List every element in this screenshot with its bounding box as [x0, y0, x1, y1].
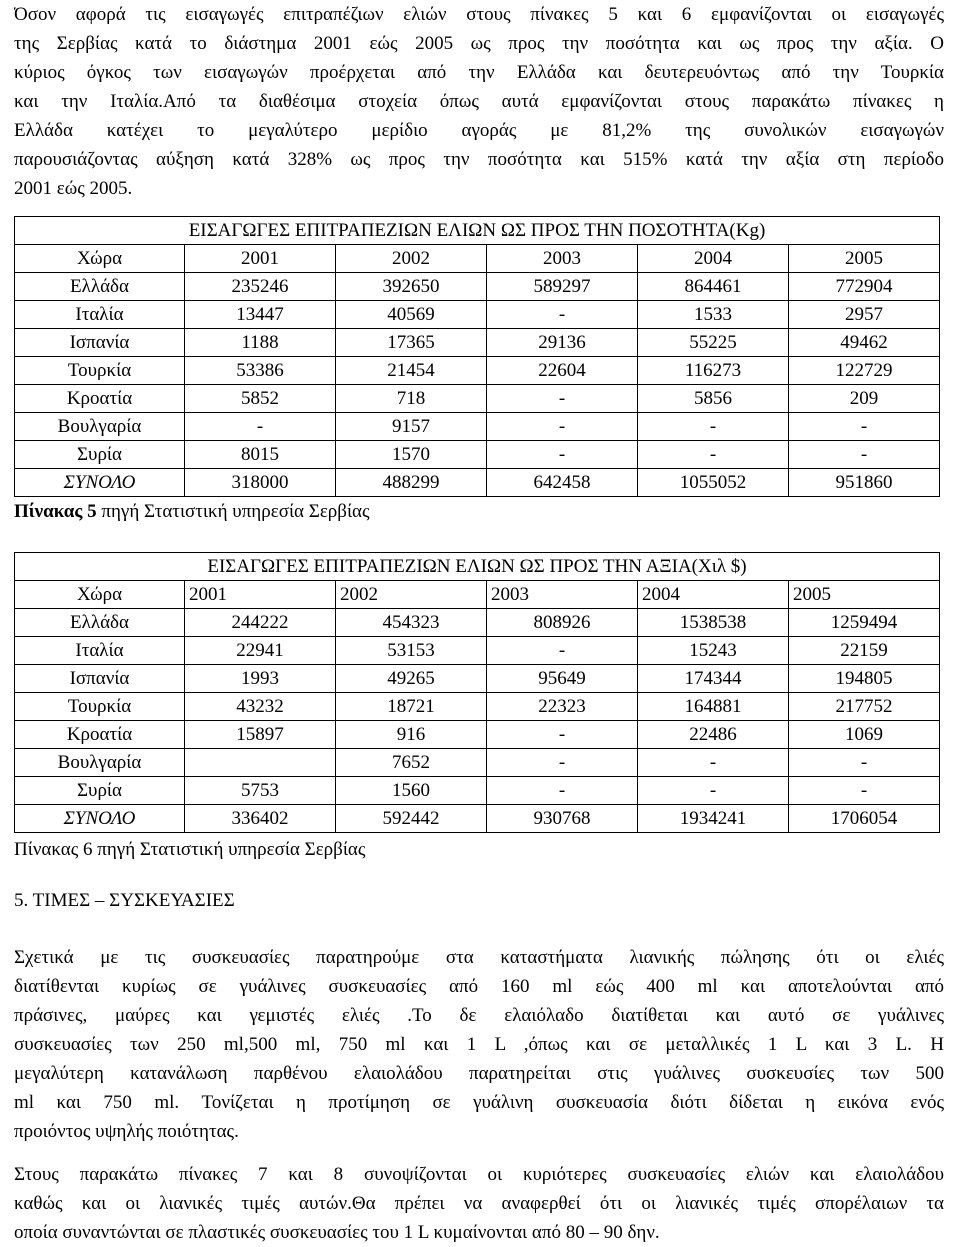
value-cell: 95649 [487, 665, 638, 693]
value-cell: 7652 [336, 749, 487, 777]
intro-line: Όσον αφορά τις εισαγωγές επιτραπέζιων ελιών στους πίνακες 5 και 6 εμφανίζονται οι εισαγωγές [14, 4, 944, 25]
total-cell: 1934241 [638, 805, 789, 833]
value-cell: - [789, 749, 940, 777]
value-cell: 1188 [185, 329, 336, 357]
table-row [15, 329, 940, 357]
value-cell: 22941 [185, 637, 336, 665]
value-cell: 1560 [336, 777, 487, 805]
header-cell: 2002 [336, 245, 487, 273]
para-line: μεγαλύτερη κατανάλωση παρθένου ελαιολάδου παρατηρείται στις γυάλινες συσκευσίες των 500 [14, 1063, 944, 1084]
table-row [15, 609, 940, 637]
value-cell: - [487, 777, 638, 805]
table-import-quantity [14, 216, 940, 497]
value-cell: - [487, 441, 638, 469]
total-label: ΣΥΝΟΛΟ [15, 805, 185, 833]
table-import-value [14, 552, 940, 833]
para-line: Στους παρακάτω πίνακες 7 και 8 συνοψίζονται οι κυριότερες συσκευασίες ελιών και ελαιολάδου [14, 1164, 944, 1185]
table-row [15, 749, 940, 777]
intro-line: κύριος όγκος των εισαγωγών προέρχεται από την Ελλάδα και δευτερευόντως από την Τουρκία [14, 62, 944, 83]
value-cell: 217752 [789, 693, 940, 721]
section-number: 5. [14, 890, 33, 911]
intro-line: της Σερβίας κατά το διάστημα 2001 εώς 2005 ως προς την ποσότητα και ως προς την αξία. Ο [14, 33, 944, 54]
header-cell: 2005 [789, 245, 940, 273]
value-cell: 122729 [789, 357, 940, 385]
value-cell: 43232 [185, 693, 336, 721]
table-row [15, 637, 940, 665]
para-line: διατίθενται κυρίως σε γυάλινες συσκευασίες από 160 ml εώς 400 ml και αποτελούνται από [14, 976, 944, 997]
prices-paragraph [14, 1160, 944, 1247]
para-line: καθώς και οι λιανικές τιμές αυτών.Θα πρέπει να αναφερθεί ότι οι λιανικές τιμές σπορέλαιων τα [14, 1193, 944, 1214]
country-cell: Κροατία [15, 721, 185, 749]
value-cell: 29136 [487, 329, 638, 357]
para-line: ml και 750 ml. Τονίζεται η προτίμηση σε γυάλινη συσκευασία διότι δίδεται η εικόνα ενός [14, 1092, 944, 1113]
header-cell: 2004 [638, 245, 789, 273]
value-cell: 772904 [789, 273, 940, 301]
table-title: ΕΙΣΑΓΩΓΕΣ ΕΠΙΤΡΑΠΕΖΙΩΝ ΕΛΙΩΝ ΩΣ ΠΡΟΣ ΤΗΝ ΠΟΣΟΤΗΤΑ(Kg) [15, 217, 940, 245]
table-title-row [15, 217, 940, 245]
value-cell: 5753 [185, 777, 336, 805]
value-cell: - [789, 441, 940, 469]
table-row [15, 693, 940, 721]
country-cell: Κροατία [15, 385, 185, 413]
header-cell: 2002 [336, 581, 487, 609]
value-cell: 1533 [638, 301, 789, 329]
header-cell: 2005 [789, 581, 940, 609]
value-cell: 49462 [789, 329, 940, 357]
table5-caption [14, 498, 370, 526]
value-cell: 1069 [789, 721, 940, 749]
table-total-row [15, 805, 940, 833]
value-cell: 49265 [336, 665, 487, 693]
packaging-paragraph [14, 943, 944, 1146]
table-title-row [15, 553, 940, 581]
value-cell: 53386 [185, 357, 336, 385]
table-title: ΕΙΣΑΓΩΓΕΣ ΕΠΙΤΡΑΠΕΖΙΩΝ ΕΛΙΩΝ ΩΣ ΠΡΟΣ ΤΗΝ ΑΞΙΑ(Χιλ $) [15, 553, 940, 581]
value-cell: 22486 [638, 721, 789, 749]
header-cell: 2003 [487, 245, 638, 273]
country-cell: Βουλγαρία [15, 413, 185, 441]
value-cell: 1570 [336, 441, 487, 469]
table-row [15, 777, 940, 805]
value-cell: - [185, 413, 336, 441]
value-cell: 55225 [638, 329, 789, 357]
value-cell: 454323 [336, 609, 487, 637]
value-cell: 17365 [336, 329, 487, 357]
para-line: Σχετικά με τις συσκευασίες παρατηρούμε στα καταστήματα λιανικής πώλησης ότι οι ελιές [14, 947, 944, 968]
value-cell: 1538538 [638, 609, 789, 637]
country-cell: Συρία [15, 441, 185, 469]
value-cell: - [638, 749, 789, 777]
country-cell: Ελλάδα [15, 609, 185, 637]
value-cell: - [487, 721, 638, 749]
para-line: προιόντος υψηλής ποιότητας. [14, 1121, 239, 1142]
value-cell: 2957 [789, 301, 940, 329]
country-cell: Ιταλία [15, 301, 185, 329]
country-cell: Ισπανία [15, 665, 185, 693]
value-cell: - [487, 413, 638, 441]
intro-line: Ελλάδα κατέχει το μεγαλύτερο μερίδιο αγοράς με 81,2% της συνολικών εισαγωγών [14, 120, 944, 141]
value-cell: 22323 [487, 693, 638, 721]
caption-bold: Πίνακας 5 [14, 501, 97, 522]
value-cell: 164881 [638, 693, 789, 721]
value-cell: 40569 [336, 301, 487, 329]
value-cell [185, 749, 336, 777]
header-cell: 2001 [185, 581, 336, 609]
table-row [15, 273, 940, 301]
intro-line: παρουσιάζοντας αύξηση κατά 328% ως προς την ποσότητα και 515% κατά την αξία στη περίοδο [14, 149, 944, 170]
value-cell: 589297 [487, 273, 638, 301]
para-line: συσκευασίες των 250 ml,500 ml, 750 ml και 1 L ,όπως και σε μεταλλικές 1 L και 3 L. Η [14, 1034, 944, 1055]
table-total-row [15, 469, 940, 497]
value-cell: - [638, 441, 789, 469]
value-cell: - [638, 413, 789, 441]
total-cell: 488299 [336, 469, 487, 497]
header-cell: Χώρα [15, 245, 185, 273]
para-line: πράσινες, μαύρες και γεμιστές ελιές .Το δε ελαιόλαδο διατίθεται και αυτό σε γυάλινες [14, 1005, 944, 1026]
total-cell: 592442 [336, 805, 487, 833]
value-cell: - [789, 777, 940, 805]
value-cell: 392650 [336, 273, 487, 301]
country-cell: Ιταλία [15, 637, 185, 665]
header-cell: 2001 [185, 245, 336, 273]
header-cell: 2004 [638, 581, 789, 609]
total-cell: 930768 [487, 805, 638, 833]
total-label: ΣΥΝΟΛΟ [15, 469, 185, 497]
total-cell: 318000 [185, 469, 336, 497]
table-header-row [15, 581, 940, 609]
table-row [15, 721, 940, 749]
value-cell: 1993 [185, 665, 336, 693]
total-cell: 951860 [789, 469, 940, 497]
table-row [15, 413, 940, 441]
table-row [15, 385, 940, 413]
value-cell: - [638, 777, 789, 805]
value-cell: 244222 [185, 609, 336, 637]
section-heading [14, 886, 235, 915]
intro-paragraph [14, 0, 944, 203]
value-cell: 808926 [487, 609, 638, 637]
value-cell: - [487, 301, 638, 329]
table6-caption: Πίνακας 6 πηγή Στατιστική υπηρεσία Σερβίας [14, 839, 366, 860]
value-cell: - [487, 385, 638, 413]
header-cell: 2003 [487, 581, 638, 609]
country-cell: Τουρκία [15, 357, 185, 385]
value-cell: 209 [789, 385, 940, 413]
value-cell: 5856 [638, 385, 789, 413]
table-row [15, 665, 940, 693]
country-cell: Τουρκία [15, 693, 185, 721]
value-cell: 864461 [638, 273, 789, 301]
value-cell: 22604 [487, 357, 638, 385]
value-cell: 235246 [185, 273, 336, 301]
value-cell: - [789, 413, 940, 441]
table-header-row [15, 245, 940, 273]
value-cell: 15243 [638, 637, 789, 665]
value-cell: 8015 [185, 441, 336, 469]
value-cell: 916 [336, 721, 487, 749]
total-cell: 642458 [487, 469, 638, 497]
value-cell: 13447 [185, 301, 336, 329]
value-cell: 174344 [638, 665, 789, 693]
value-cell: 15897 [185, 721, 336, 749]
country-cell: Συρία [15, 777, 185, 805]
value-cell: 5852 [185, 385, 336, 413]
value-cell: 53153 [336, 637, 487, 665]
table-row [15, 357, 940, 385]
value-cell: 18721 [336, 693, 487, 721]
total-cell: 336402 [185, 805, 336, 833]
caption-rest: πηγή Στατιστική υπηρεσία Σερβίας [96, 501, 370, 522]
table-row [15, 441, 940, 469]
total-cell: 1055052 [638, 469, 789, 497]
country-cell: Ελλάδα [15, 273, 185, 301]
table-body [15, 273, 940, 469]
country-cell: Βουλγαρία [15, 749, 185, 777]
value-cell: 9157 [336, 413, 487, 441]
value-cell: 194805 [789, 665, 940, 693]
value-cell: 116273 [638, 357, 789, 385]
value-cell: - [487, 637, 638, 665]
section-title: ΤΙΜΕΣ – ΣΥΣΚΕΥΑΣΙΕΣ [32, 890, 235, 911]
intro-line: και την Ιταλία.Από τα διαθέσιμα στοχεία όπως αυτά εμφανίζονται στους παρακάτω πίνακες η [14, 91, 944, 112]
total-cell: 1706054 [789, 805, 940, 833]
value-cell: 22159 [789, 637, 940, 665]
value-cell: 718 [336, 385, 487, 413]
country-cell: Ισπανία [15, 329, 185, 357]
value-cell: 1259494 [789, 609, 940, 637]
header-cell: Χώρα [15, 581, 185, 609]
para-line: οποία συναντώνται σε πλαστικές συσκευασίες του 1 L κυμαίνονται από 80 – 90 δην. [14, 1222, 660, 1243]
value-cell: 21454 [336, 357, 487, 385]
table-body [15, 609, 940, 805]
intro-line: 2001 εώς 2005. [14, 178, 133, 199]
table-row [15, 301, 940, 329]
value-cell: - [487, 749, 638, 777]
